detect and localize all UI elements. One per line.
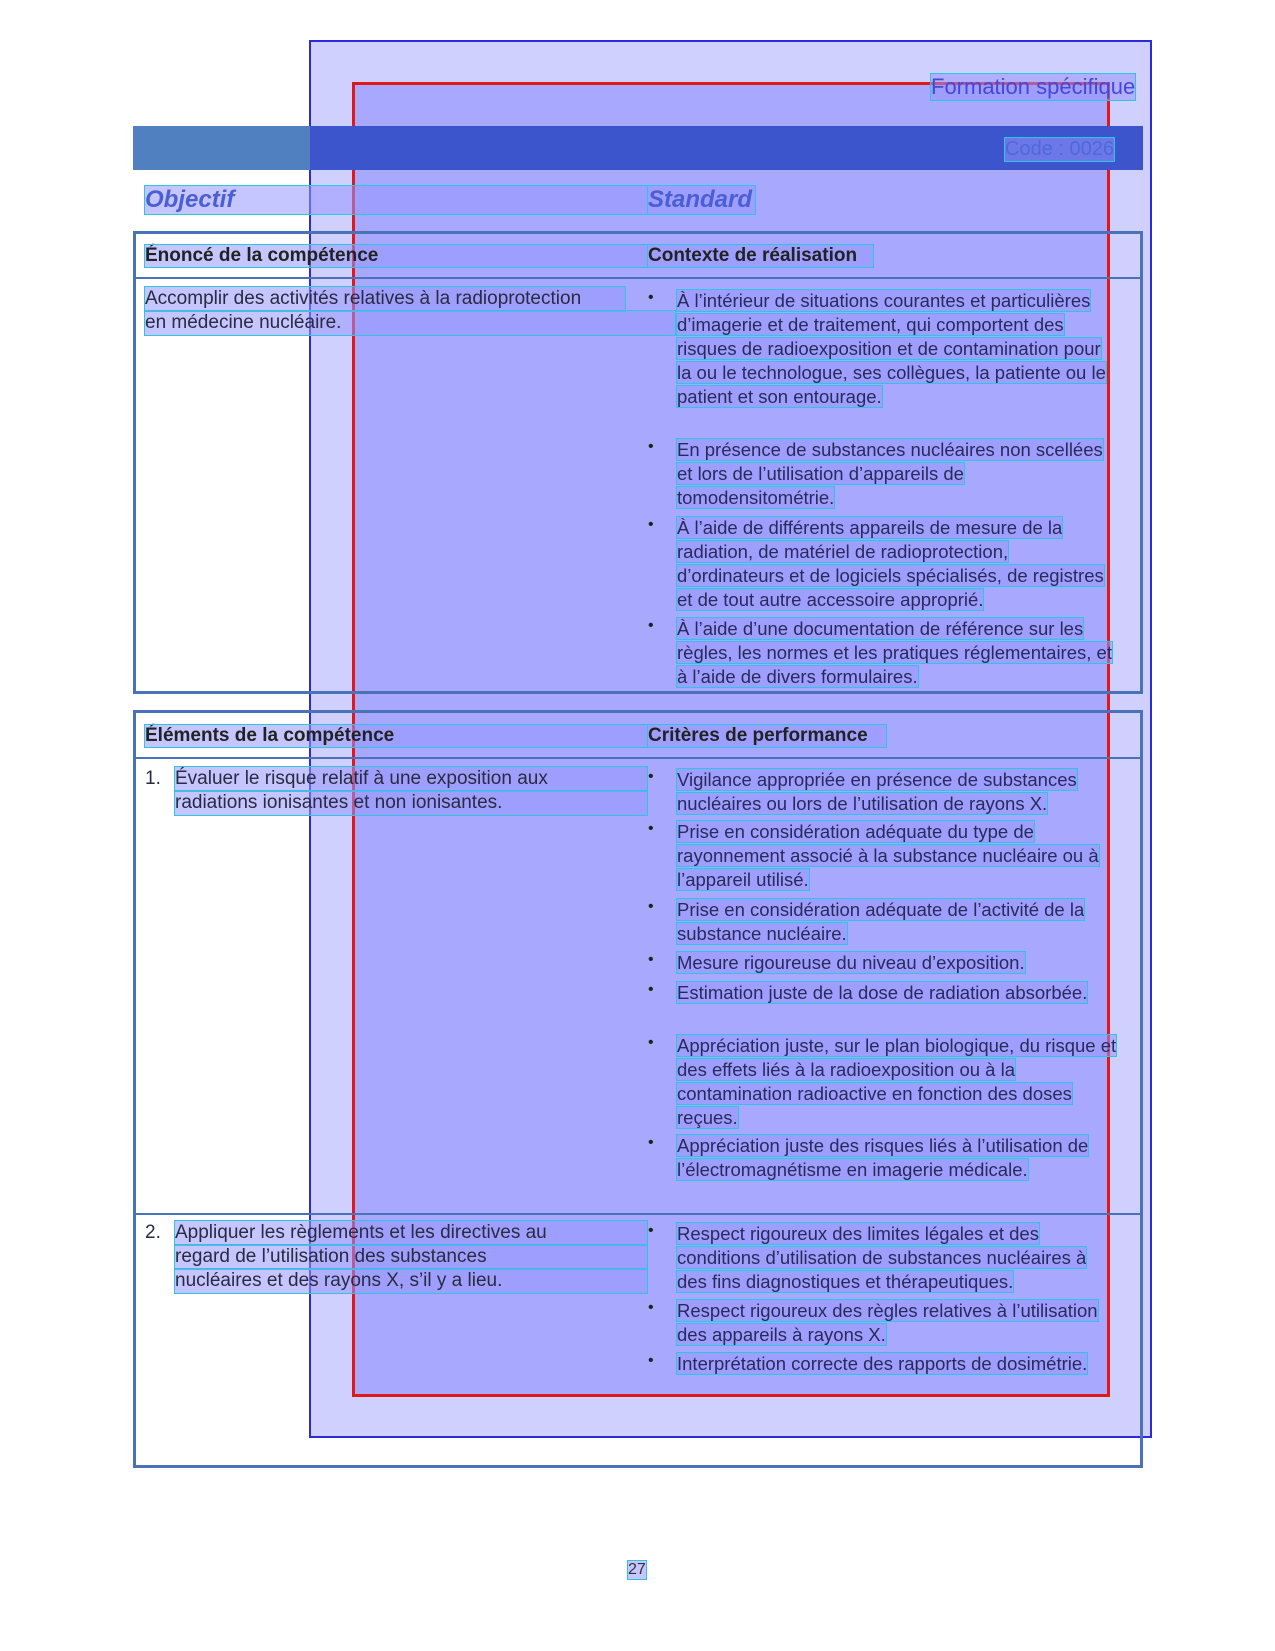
bullet-icon: • <box>648 1034 654 1051</box>
element-line: radiations ionisantes et non ionisantes. <box>175 791 647 815</box>
bullet-icon: • <box>648 951 654 968</box>
statement-line-1: Accomplir des activités relatives à la radioprotection <box>145 287 625 311</box>
code-label: Code : 0026 <box>1005 138 1114 160</box>
bullet-icon: • <box>648 438 654 455</box>
element-line: Appliquer les règlements et les directives au <box>175 1221 647 1245</box>
criterion-text: Appréciation juste, sur le plan biologique, du risque et des effets liés à la radioexposition ou à la contamination radioactive en fonction des doses reçues. <box>677 1035 1117 1128</box>
element-line: nucléaires et des rayons X, s’il y a lieu. <box>175 1269 647 1293</box>
page-number: 27 <box>628 1561 646 1578</box>
criterion-item <box>648 1352 1120 1402</box>
criterion-item <box>648 768 1120 818</box>
criterion-text: Prise en considération adéquate de l’activité de la substance nucléaire. <box>677 899 1085 944</box>
code-bar-left-segment <box>133 126 310 170</box>
criterion-item <box>648 951 1120 977</box>
standard-title: Standard <box>648 186 755 214</box>
context-item-text: À l’aide de différents appareils de mesure de la radiation, de matériel de radioprotection, d’ordinateurs et de logiciels spécialisés, de registres et de tout autre accessoire approprié. <box>677 517 1104 610</box>
formation-label: Formation spécifique <box>931 74 1136 99</box>
bullet-icon: • <box>648 516 654 533</box>
code-bar <box>133 126 1143 170</box>
criterion-text: Respect rigoureux des limites légales et des conditions d’utilisation de substances nucléaires à des fins diagnostiques et thérapeutiques. <box>677 1223 1087 1292</box>
element-line: regard de l’utilisation des substances <box>175 1245 647 1269</box>
element-number: 1. <box>145 768 161 789</box>
criterion-item <box>648 1299 1120 1349</box>
enonce-header: Énoncé de la compétence <box>145 245 647 267</box>
bullet-icon: • <box>648 981 654 998</box>
criterion-item <box>648 898 1120 948</box>
context-item <box>648 289 1120 429</box>
criterion-text: Estimation juste de la dose de radiation absorbée. <box>677 982 1088 1003</box>
bullet-icon: • <box>648 617 654 634</box>
elements-header: Éléments de la compétence <box>145 725 647 747</box>
criterion-text: Vigilance appropriée en présence de substances nucléaires ou lors de l’utilisation de rayons X. <box>677 769 1077 814</box>
context-item-text: À l’aide d’une documentation de référence sur les règles, les normes et les pratiques réglementaires, et à l’aide de divers formulaires. <box>677 618 1112 687</box>
criterion-text: Respect rigoureux des règles relatives à l’utilisation des appareils à rayons X. <box>677 1300 1098 1345</box>
bullet-icon: • <box>648 289 654 306</box>
criterion-item <box>648 1134 1120 1184</box>
criterion-item <box>648 1034 1120 1130</box>
context-item-text: À l’intérieur de situations courantes et particulières d’imagerie et de traitement, qui comportent des risques de radioexposition et de contamination pour la ou le technologue, ses collègues, la patiente ou le patient et son entourage. <box>677 290 1106 407</box>
bullet-icon: • <box>648 768 654 785</box>
bullet-icon: • <box>648 820 654 837</box>
elements-box-divider <box>136 757 1140 759</box>
context-item <box>648 516 1120 612</box>
element-number: 2. <box>145 1222 161 1243</box>
elements-row-divider <box>136 1213 1140 1215</box>
context-item <box>648 617 1120 689</box>
criterion-item <box>648 820 1120 894</box>
bullet-icon: • <box>648 1134 654 1151</box>
context-item-text: En présence de substances nucléaires non scellées et lors de l’utilisation d’appareils de tomodensitométrie. <box>677 439 1103 508</box>
element-line: Évaluer le risque relatif à une exposition aux <box>175 767 647 791</box>
statement-line-2: en médecine nucléaire. <box>145 311 675 335</box>
criterion-item <box>648 1222 1120 1296</box>
criterion-text: Appréciation juste des risques liés à l’utilisation de l’électromagnétisme en imagerie médicale. <box>677 1135 1089 1180</box>
bullet-icon: • <box>648 1299 654 1316</box>
criteres-header: Critères de performance <box>648 725 886 747</box>
criterion-text: Mesure rigoureuse du niveau d’exposition. <box>677 952 1025 973</box>
contexte-header: Contexte de réalisation <box>648 245 873 267</box>
criterion-text: Prise en considération adéquate du type de rayonnement associé à la substance nucléaire ou à l’appareil utilisé. <box>677 821 1099 890</box>
bullet-icon: • <box>648 898 654 915</box>
criterion-item <box>648 981 1120 1031</box>
bullet-icon: • <box>648 1222 654 1239</box>
context-item <box>648 438 1120 508</box>
criterion-text: Interprétation correcte des rapports de dosimétrie. <box>677 1353 1088 1374</box>
competence-box-divider <box>136 277 1140 279</box>
bullet-icon: • <box>648 1352 654 1369</box>
objectif-title: Objectif <box>145 186 647 214</box>
